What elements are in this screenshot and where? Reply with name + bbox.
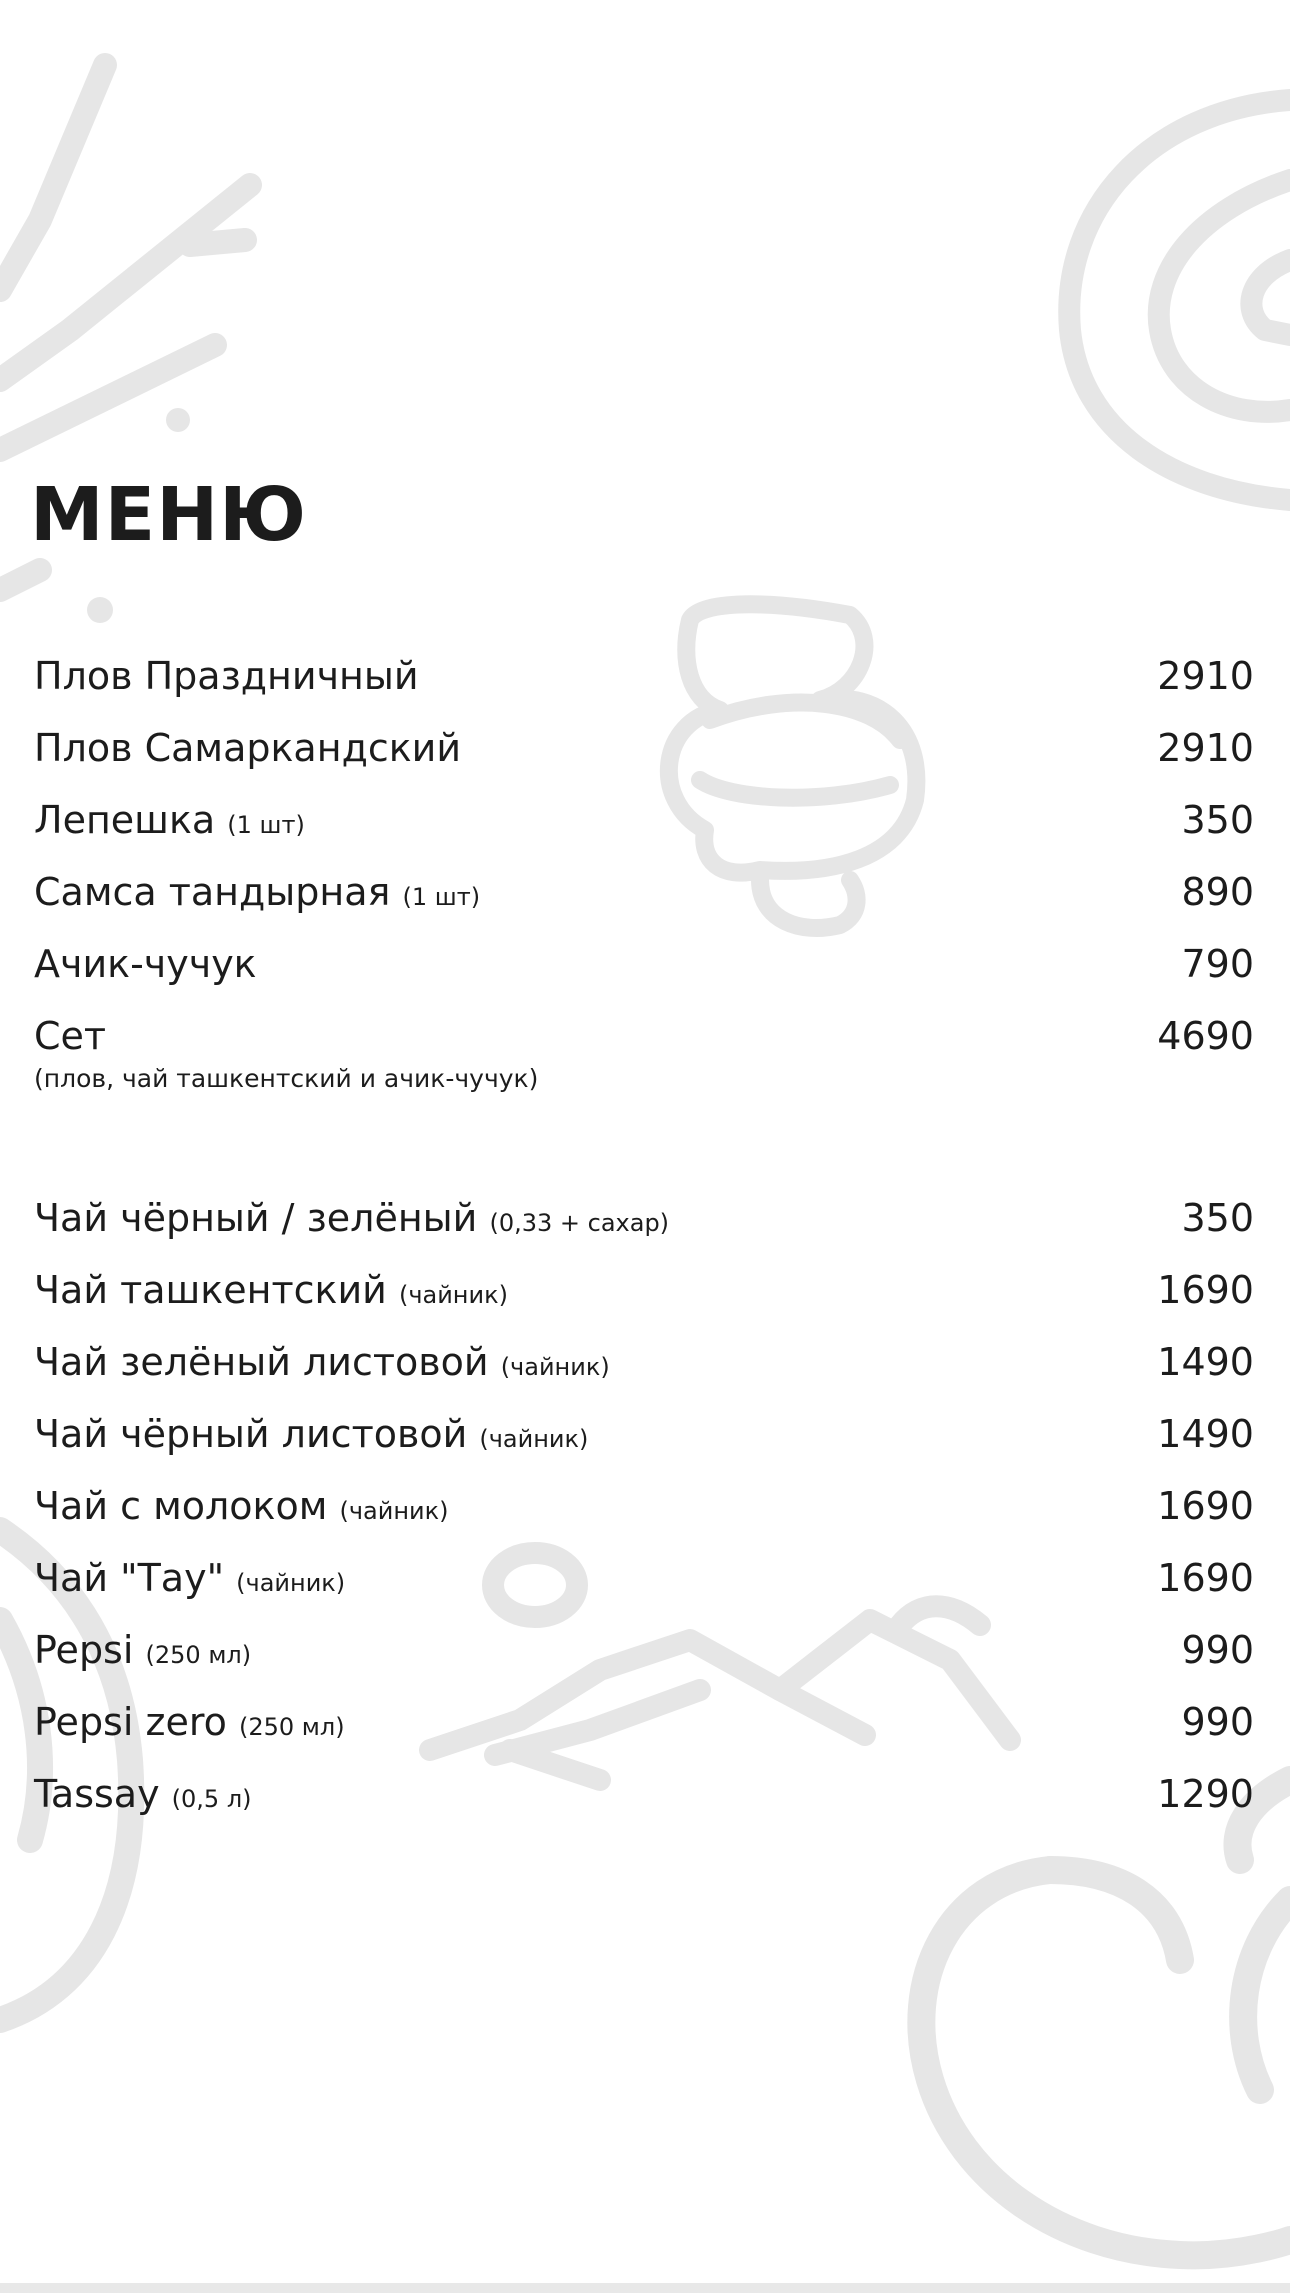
menu-item — [34, 1182, 1254, 1254]
item-price: 990 — [1181, 1700, 1254, 1744]
menu-item — [34, 1614, 1254, 1686]
item-note: (чайник) — [479, 1425, 589, 1453]
item-name: Чай с молоком (чайник) — [34, 1484, 449, 1528]
menu-item — [34, 640, 1254, 712]
item-price: 2910 — [1157, 726, 1254, 770]
item-name: Ачик-чучук — [34, 942, 257, 986]
item-price: 790 — [1181, 942, 1254, 986]
menu-item — [34, 1470, 1254, 1542]
menu-item — [34, 1398, 1254, 1470]
page-title: МЕНЮ — [30, 472, 307, 558]
item-price: 1690 — [1157, 1556, 1254, 1600]
menu-item — [34, 1758, 1254, 1830]
item-note: (чайник) — [339, 1497, 449, 1525]
item-note: (250 мл) — [145, 1641, 252, 1669]
item-note: (чайник) — [398, 1281, 508, 1309]
food-section — [34, 640, 1254, 1120]
item-note: (250 мл) — [238, 1713, 345, 1741]
item-name: Чай чёрный / зелёный (0,33 + сахар) — [34, 1196, 670, 1240]
menu-item — [34, 712, 1254, 784]
item-note: (1 шт) — [402, 883, 481, 911]
item-price: 890 — [1181, 870, 1254, 914]
item-name: Чай ташкентский (чайник) — [34, 1268, 508, 1312]
drinks-section — [34, 1182, 1254, 1830]
item-name: Чай чёрный листовой (чайник) — [34, 1412, 589, 1456]
item-name: Плов Самаркандский — [34, 726, 462, 770]
item-name: Сет (плов, чай ташкентский и ачик-чучук) — [34, 1014, 539, 1093]
item-note: (чайник) — [500, 1353, 610, 1381]
item-name: Чай зелёный листовой (чайник) — [34, 1340, 610, 1384]
item-price: 1290 — [1157, 1772, 1254, 1816]
item-price: 350 — [1181, 798, 1254, 842]
item-name: Самса тандырная (1 шт) — [34, 870, 481, 914]
item-note: (0,5 л) — [171, 1785, 252, 1813]
item-note: (1 шт) — [227, 811, 305, 839]
item-name: Pepsi (250 мл) — [34, 1628, 252, 1672]
menu-item — [34, 1254, 1254, 1326]
item-price: 1490 — [1157, 1412, 1254, 1456]
item-price: 990 — [1181, 1628, 1254, 1672]
item-note: (чайник) — [236, 1569, 346, 1597]
menu-item — [34, 1000, 1254, 1120]
item-price: 2910 — [1157, 654, 1254, 698]
item-name: Лепешка (1 шт) — [34, 798, 305, 842]
item-price: 350 — [1181, 1196, 1254, 1240]
menu-item — [34, 856, 1254, 928]
menu-item — [34, 1542, 1254, 1614]
item-price: 1690 — [1157, 1484, 1254, 1528]
menu-item — [34, 928, 1254, 1000]
item-name: Чай "Тау" (чайник) — [34, 1556, 346, 1600]
menu-item — [34, 1686, 1254, 1758]
item-description: (плов, чай ташкентский и ачик-чучук) — [34, 1064, 539, 1093]
item-price: 4690 — [1157, 1014, 1254, 1058]
menu-item — [34, 784, 1254, 856]
item-name: Tassay (0,5 л) — [34, 1772, 252, 1816]
item-name: Плов Праздничный — [34, 654, 419, 698]
item-name: Pepsi zero (250 мл) — [34, 1700, 345, 1744]
item-price: 1690 — [1157, 1268, 1254, 1312]
menu-item — [34, 1326, 1254, 1398]
item-price: 1490 — [1157, 1340, 1254, 1384]
item-note: (0,33 + сахар) — [489, 1209, 670, 1237]
